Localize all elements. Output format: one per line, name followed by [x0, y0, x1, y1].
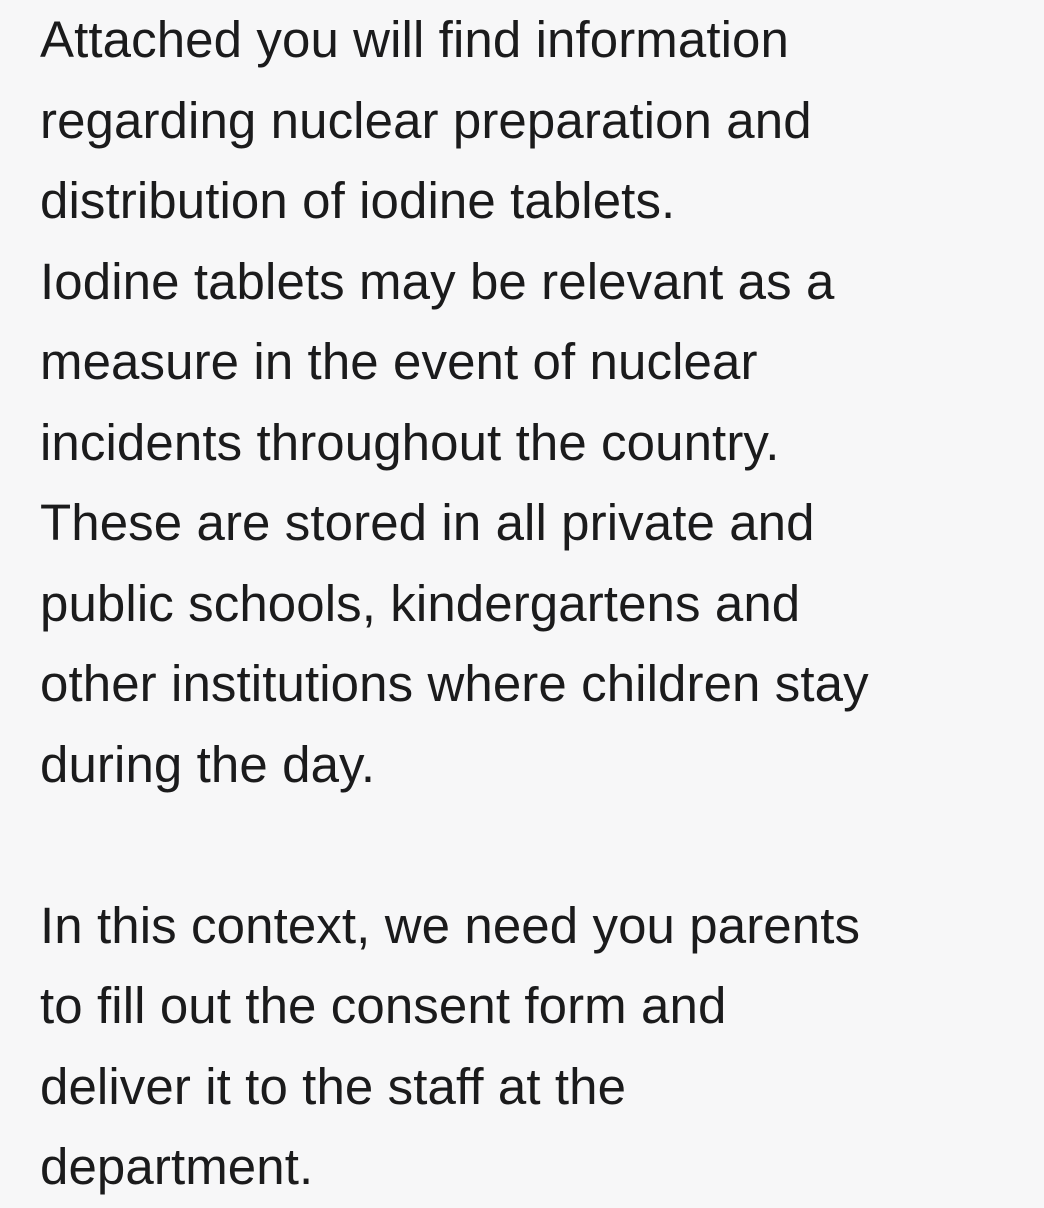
text-line: measure in the event of nuclear — [40, 333, 758, 390]
text-line: other institutions where children stay — [40, 655, 869, 712]
paragraph-intro — [40, 0, 1040, 805]
text-line: Attached you will find information — [40, 11, 789, 68]
text-line: public schools, kindergartens and — [40, 574, 801, 632]
text-line: incidents throughout the country. — [40, 413, 780, 471]
text-line: In this context, we need you parents — [40, 896, 861, 954]
text-line: department. — [40, 1138, 314, 1195]
paragraph-spacer — [40, 805, 1040, 886]
text-line: deliver it to the staff at the — [40, 1057, 627, 1115]
text-line: to fill out the consent form and — [40, 977, 727, 1034]
text-line: during the day. — [40, 735, 376, 793]
message-text — [40, 0, 1040, 1208]
text-line: These are stored in all private and — [40, 494, 815, 551]
text-line: regarding nuclear preparation and — [40, 91, 812, 149]
text-line: distribution of iodine tablets. — [40, 172, 676, 229]
paragraph-request — [40, 886, 1040, 1208]
text-line: Iodine tablets may be relevant as a — [40, 252, 835, 310]
